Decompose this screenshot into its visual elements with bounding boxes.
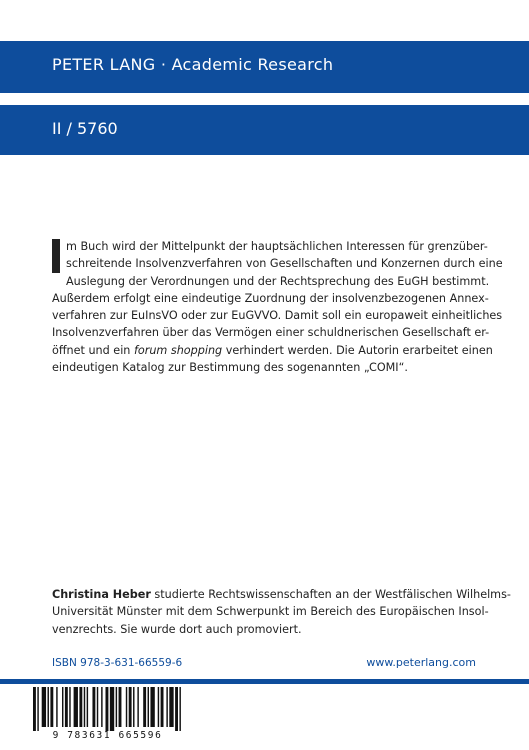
description-fragment: verhindert werden. Die Autorin erarbeitet einen (225, 343, 493, 357)
volume-banner (0, 105, 529, 155)
footer-rule (0, 679, 529, 684)
emphasized-term: forum shopping (133, 343, 223, 357)
barcode-bar (106, 687, 109, 731)
barcode-bar (133, 687, 134, 727)
series-title: PETER LANG · Academic Research (52, 55, 334, 74)
barcode-bar (116, 687, 117, 727)
barcode-bar (179, 687, 180, 731)
barcode-bar (166, 687, 167, 727)
barcode-bar (143, 687, 146, 727)
bio-line: Universität Münster mit dem Schwerpunkt im Bereich des Europäischen Insol- (52, 605, 489, 619)
barcode-bar (150, 687, 154, 727)
barcode-bar (119, 687, 122, 727)
barcode-bar (97, 687, 98, 727)
barcode-bar (101, 687, 102, 727)
barcode-digits: 9 783631 665596 (52, 730, 163, 741)
barcode-bar (56, 687, 57, 727)
barcode (29, 687, 186, 742)
description-line (52, 342, 493, 359)
barcode-bar (126, 687, 127, 727)
publisher-website: www.peterlang.com (366, 656, 476, 669)
description-line: verfahren zur EuInsVO oder zur EuGVVO. Damit soll ein europaweit einheitliches (52, 309, 503, 323)
barcode-bars (29, 687, 186, 731)
barcode-bar (148, 687, 149, 727)
description-fragment: öffnet und ein (52, 343, 131, 357)
barcode-bar (158, 687, 159, 727)
isbn-number: ISBN 978-3-631-66559-6 (52, 657, 183, 669)
barcode-bar (87, 687, 88, 727)
book-description (52, 238, 503, 376)
author-name: Christina Heber (52, 588, 151, 601)
bio-line (52, 586, 511, 603)
barcode-bar (137, 687, 138, 727)
description-line: Insolvenzverfahren über das Vermögen einer schuldnerischen Gesellschaft er- (52, 326, 490, 340)
volume-number: II / 5760 (52, 119, 118, 138)
drop-cap-initial (52, 239, 60, 273)
barcode-bar (161, 687, 164, 727)
author-bio (52, 586, 511, 638)
barcode-bar (74, 687, 78, 727)
barcode-bar (169, 687, 173, 727)
barcode-bar (92, 687, 95, 727)
barcode-bar (33, 687, 36, 731)
barcode-bar (62, 687, 63, 727)
description-line: eindeutigen Katalog zur Bestimmung des sogenannten „COMI“. (52, 361, 408, 375)
barcode-bar (50, 687, 53, 727)
bio-text: studierte Rechtswissenschaften an der Westfälischen Wilhelms- (154, 588, 511, 601)
bio-line: venzrechts. Sie wurde dort auch promoviert. (52, 622, 302, 636)
series-banner (0, 41, 529, 93)
description-line: Außerdem erfolgt eine eindeutige Zuordnung der insolvenzbezogenen Annex- (52, 291, 489, 305)
barcode-bar (110, 687, 114, 731)
description-line: m Buch wird der Mittelpunkt der hauptsächlichen Interessen für grenzüber- (66, 240, 488, 253)
barcode-bar (175, 687, 178, 731)
barcode-bar (42, 687, 46, 727)
description-line: Auslegung der Verordnungen und der Rechtsprechung des EuGH bestimmt. (66, 274, 490, 288)
barcode-bar (65, 687, 68, 727)
barcode-bar (48, 687, 49, 727)
barcode-bar (129, 687, 132, 727)
barcode-bar (37, 687, 38, 731)
barcode-bar (84, 687, 85, 727)
barcode-bar (79, 687, 82, 727)
description-line: schreitende Insolvenzverfahren von Gesellschaften und Konzernen durch eine (66, 257, 503, 271)
description-text (52, 238, 503, 376)
barcode-bar (69, 687, 70, 727)
